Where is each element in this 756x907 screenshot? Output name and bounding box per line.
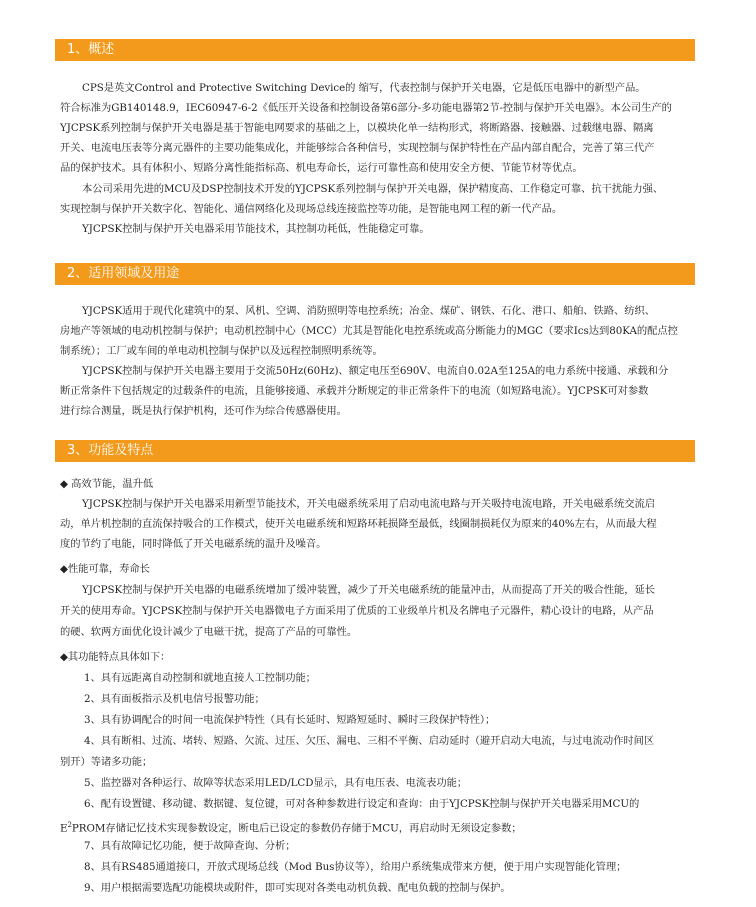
paragraph-line: 的硬、软两方面优化设计减少了电磁干扰，提高了产品的可靠性。: [60, 626, 358, 638]
eprom-text: PROM存储记忆技术实现参数设定，断电后已设定的参数仍存储于MCU，再启动时无须设定参数；: [71, 822, 522, 835]
eprom-superscript: 2: [67, 821, 72, 829]
section-header-overview: [55, 39, 695, 61]
feature-heading: ◆其功能特点具体如下：: [60, 651, 171, 663]
paragraph-line: 开关的使用寿命。YJCPSK控制与保护开关电器微电子方面采用了优质的工业级单片机及名牌电子元器件，精心设计的电路，从产品: [60, 605, 654, 617]
list-item: 1、具有远距离自动控制和就地直接人工控制功能；: [84, 672, 316, 684]
paragraph-line: YJCPSK控制与保护开关电器的电磁系统增加了缓冲装置，减少了开关电磁系统的能量冲击，从而提高了开关的吸合性能，延长: [82, 584, 656, 596]
section-header-applications: [55, 263, 695, 285]
list-item-continuation: [60, 818, 696, 835]
list-item: 9、用户根据需要选配功能模块或附件，即可实现对各类电动机负载、配电负载的控制与保护。: [84, 882, 511, 894]
paragraph-line: 房地产等领域的电动机控制与保护；电动机控制中心（MCC）尤其是智能化电控系统或高分断能力的MGC（要求Ics达到80KA的配点控: [60, 325, 678, 337]
eprom-prefix: E: [60, 822, 68, 835]
paragraph-line: 开关、电流电压表等分离元器件的主要功能集成化，并能够综合各种信号，实现控制与保护特性在产品内部自配合，完善了第三代产: [60, 142, 655, 154]
paragraph-line: 断正常条件下包括规定的过载条件的电流，且能够接通、承载并分断规定的非正常条件下的电流（如短路电流）。YJCPSK可对参数: [60, 385, 649, 397]
list-item: 4、具有断相、过流、堵转、短路、欠流、过压、欠压、漏电、三相不平衡、启动延时（避开启动大电流，与过电流动作时间区: [84, 735, 655, 747]
list-item: 7、具有故障记忆功能，便于故障查询、分析；: [84, 840, 296, 852]
list-item: 2、具有面板指示及机电信号报警功能；: [84, 693, 265, 705]
paragraph-line: CPS是英文Control and Protective Switching Device的 缩写，代表控制与保护开关电器，它是低压电器中的新型产品。: [82, 82, 646, 94]
list-item-continuation: 别开）等诸多功能；: [60, 756, 153, 768]
list-item: 3、具有协调配合的时间一电流保护特性（具有长延时、短路短延时、瞬时三段保护特性）；: [84, 714, 496, 726]
section-title: 1、概述: [67, 42, 115, 57]
paragraph-line: YJCPSK控制与保护开关电器采用节能技术，其控制功耗低，性能稳定可靠。: [82, 223, 430, 235]
section-title: 3、功能及特点: [67, 443, 154, 458]
paragraph-line: 进行综合测量，既是执行保护机构，还可作为综合传感器使用。: [60, 405, 347, 417]
paragraph-line: YJCPSK适用于现代化建筑中的泵、风机、空调、消防照明等电控系统；冶金、煤矿、钢铁、石化、港口、船舶、铁路、纺织、: [82, 305, 656, 317]
feature-heading: ◆ 高效节能，温升低: [60, 478, 154, 490]
section-header-features: [55, 440, 695, 462]
list-item: 8、具有RS485通道接口，开放式现场总线（Mod Bus协议等），给用户系统集成带来方便，便于用户实现智能化管理；: [84, 861, 627, 873]
paragraph-line: YJCPSK控制与保护开关电器采用新型节能技术，开关电磁系统采用了启动电流电路与开关吸持电流电路，开关电磁系统交流启: [82, 498, 656, 510]
feature-heading: ◆性能可靠，寿命长: [60, 563, 150, 575]
list-item: 5、监控器对各种运行、故障等状态采用LED/LCD显示，具有电压表、电流表功能；: [84, 777, 468, 789]
paragraph-line: 实现控制与保护开关数字化、智能化、通信网络化及现场总线连接监控等功能，是智能电网工程的新一代产品。: [60, 203, 563, 215]
paragraph-line: 品的保护技术。具有体积小、短路分离性能指标高、机电寿命长，运行可靠性高和使用安全方便、节能节材等优点。: [60, 162, 583, 174]
list-item: 6、配有设置键、移动键、数据键、复位键，可对各种参数进行设定和查询：由于YJCPSK控制与保护开关电器采用MCU的: [84, 798, 640, 810]
paragraph-line: 符合标准为GB140148.9，IEC60947-6-2《低压开关设备和控制设备第6部分-多功能电器第2节-控制与保护开关电器》。本公司生产的: [60, 102, 672, 114]
paragraph-line: 度的节约了电能，同时降低了开关电磁系统的温升及噪音。: [60, 538, 327, 550]
paragraph-line: 动，单片机控制的直流保持吸合的工作模式，使开关电磁系统和短路环耗损降至最低，线圈制损耗仅为原来的40%左右，从而最大程: [60, 518, 657, 530]
paragraph-line: 制系统）；工厂或车间的单电动机控制与保护以及远程控制照明系统等。: [60, 345, 383, 357]
paragraph-line: YJCPSK控制与保护开关电器主要用于交流50Hz(60Hz)、额定电压至690V、电流自0.02A至125A的电力系统中接通、承载和分: [82, 365, 669, 377]
paragraph-line: YJCPSK系列控制与保护开关电器是基于智能电网要求的基础之上，以模块化单一结构形式，将断路器、接触器、过载继电器、隔离: [60, 122, 654, 134]
section-title: 2、适用领域及用途: [67, 266, 180, 281]
paragraph-line: 本公司采用先进的MCU及DSP控制技术开发的YJCPSK系列控制与保护开关电器，保护精度高、工作稳定可靠、抗干扰能力强、: [82, 183, 664, 195]
